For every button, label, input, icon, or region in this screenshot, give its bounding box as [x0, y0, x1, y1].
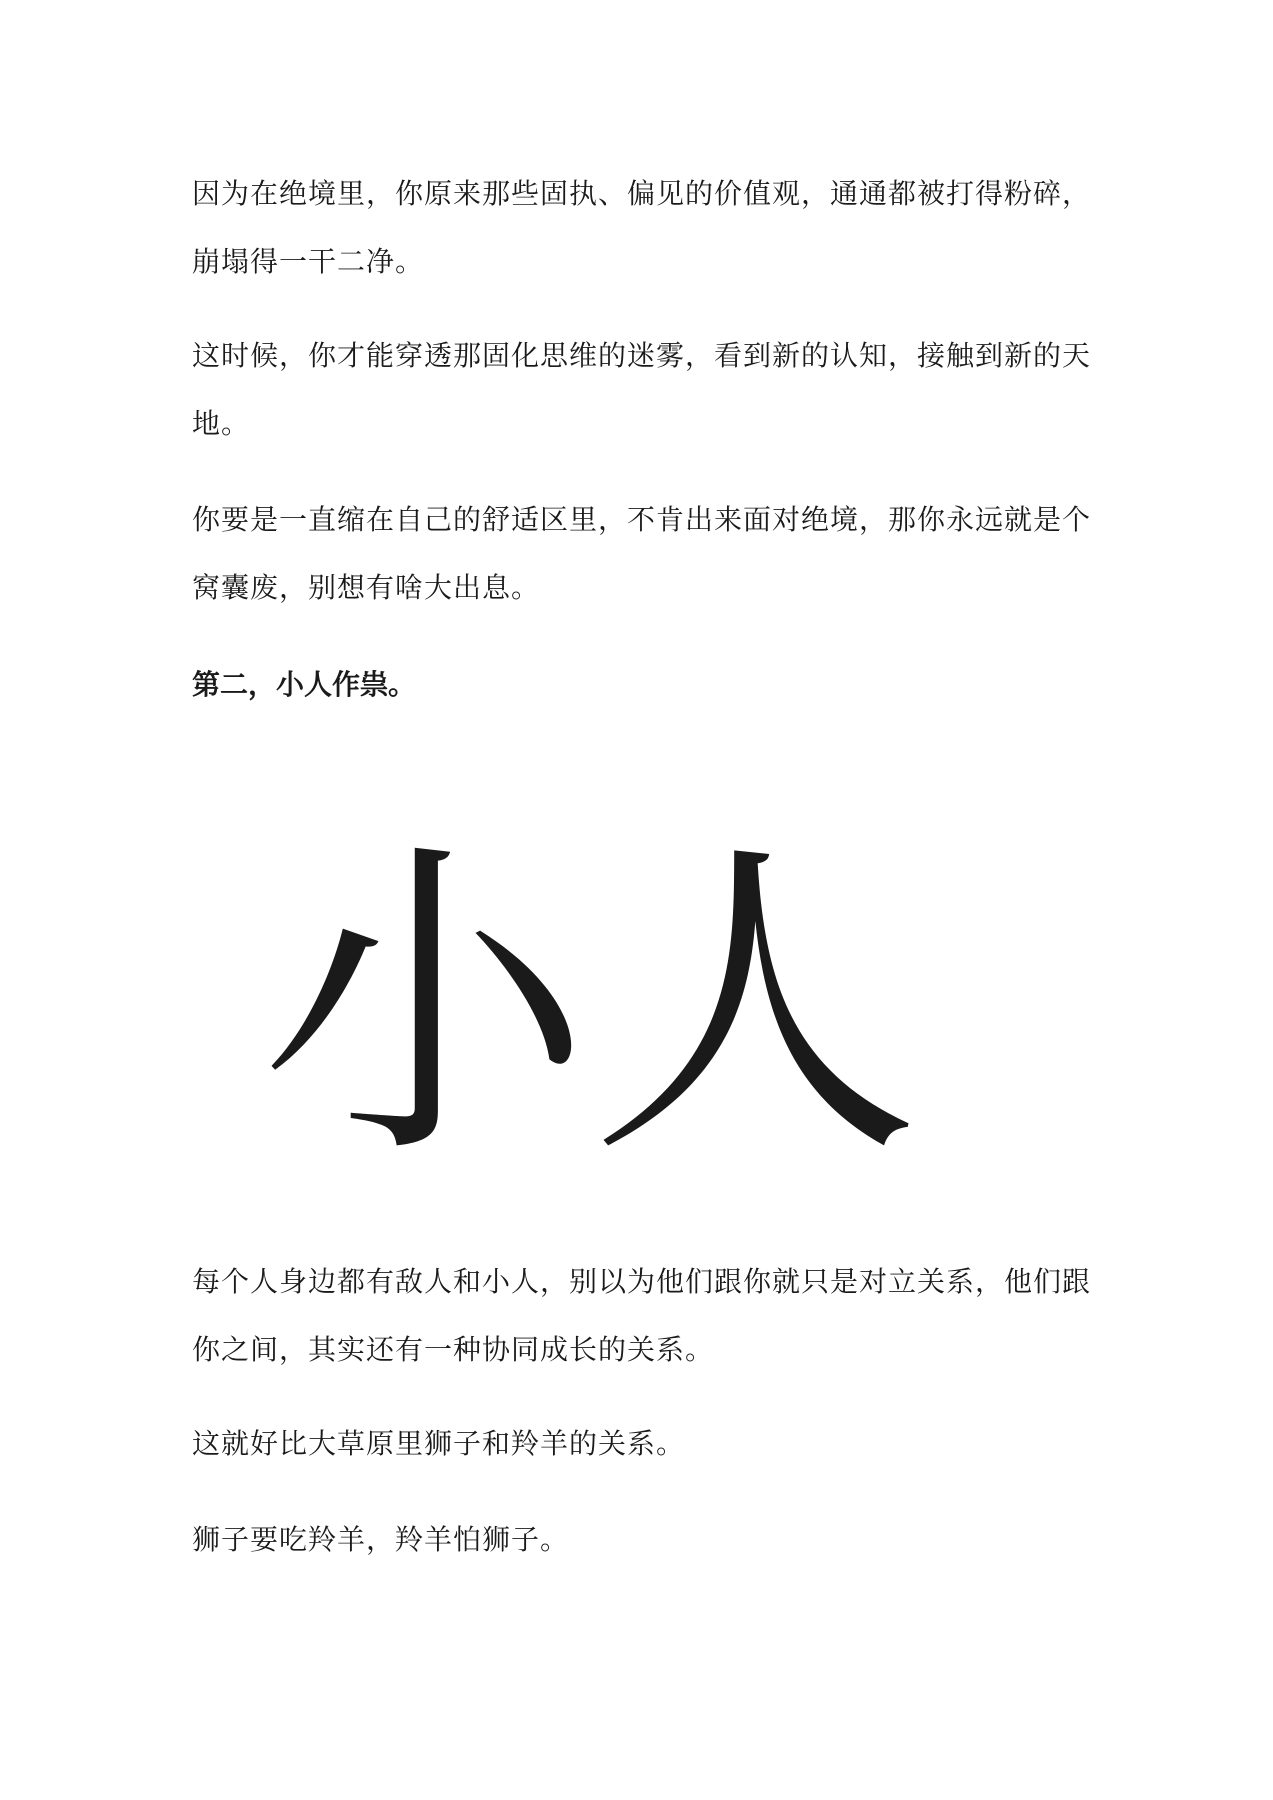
paragraph-line: 崩塌得一干二净。 — [192, 245, 425, 278]
section-heading: 第二，小人作祟。 — [192, 668, 417, 701]
paragraph-line: 因为在绝境里，你原来那些固执、偏见的价值观，通通都被打得粉碎， — [192, 177, 1092, 210]
paragraph-1 — [192, 160, 1092, 296]
xiaoren-character-image — [200, 790, 980, 1180]
paragraph-line: 窝囊废，别想有啥大出息。 — [192, 571, 541, 604]
paragraph-line: 这时候，你才能穿透那固化思维的迷雾，看到新的认知，接触到新的天 — [192, 339, 1092, 372]
paragraph-5 — [192, 1410, 1092, 1478]
paragraph-line: 每个人身边都有敌人和小人，别以为他们跟你就只是对立关系，他们跟 — [192, 1265, 1092, 1298]
paragraph-line: 狮子要吃羚羊，羚羊怕狮子。 — [192, 1523, 570, 1556]
xiaoren-glyph-text: 小人 — [260, 814, 920, 1180]
paragraph-line: 这就好比大草原里狮子和羚羊的关系。 — [192, 1427, 686, 1460]
paragraph-3 — [192, 486, 1092, 622]
paragraph-line: 你之间，其实还有一种协同成长的关系。 — [192, 1333, 715, 1366]
xiaoren-glyphs — [200, 790, 980, 1180]
paragraph-line: 你要是一直缩在自己的舒适区里，不肯出来面对绝境，那你永远就是个 — [192, 503, 1092, 536]
paragraph-line: 地。 — [192, 407, 251, 440]
paragraph-6 — [192, 1506, 1092, 1574]
paragraph-2 — [192, 322, 1092, 458]
paragraph-4 — [192, 1248, 1092, 1384]
